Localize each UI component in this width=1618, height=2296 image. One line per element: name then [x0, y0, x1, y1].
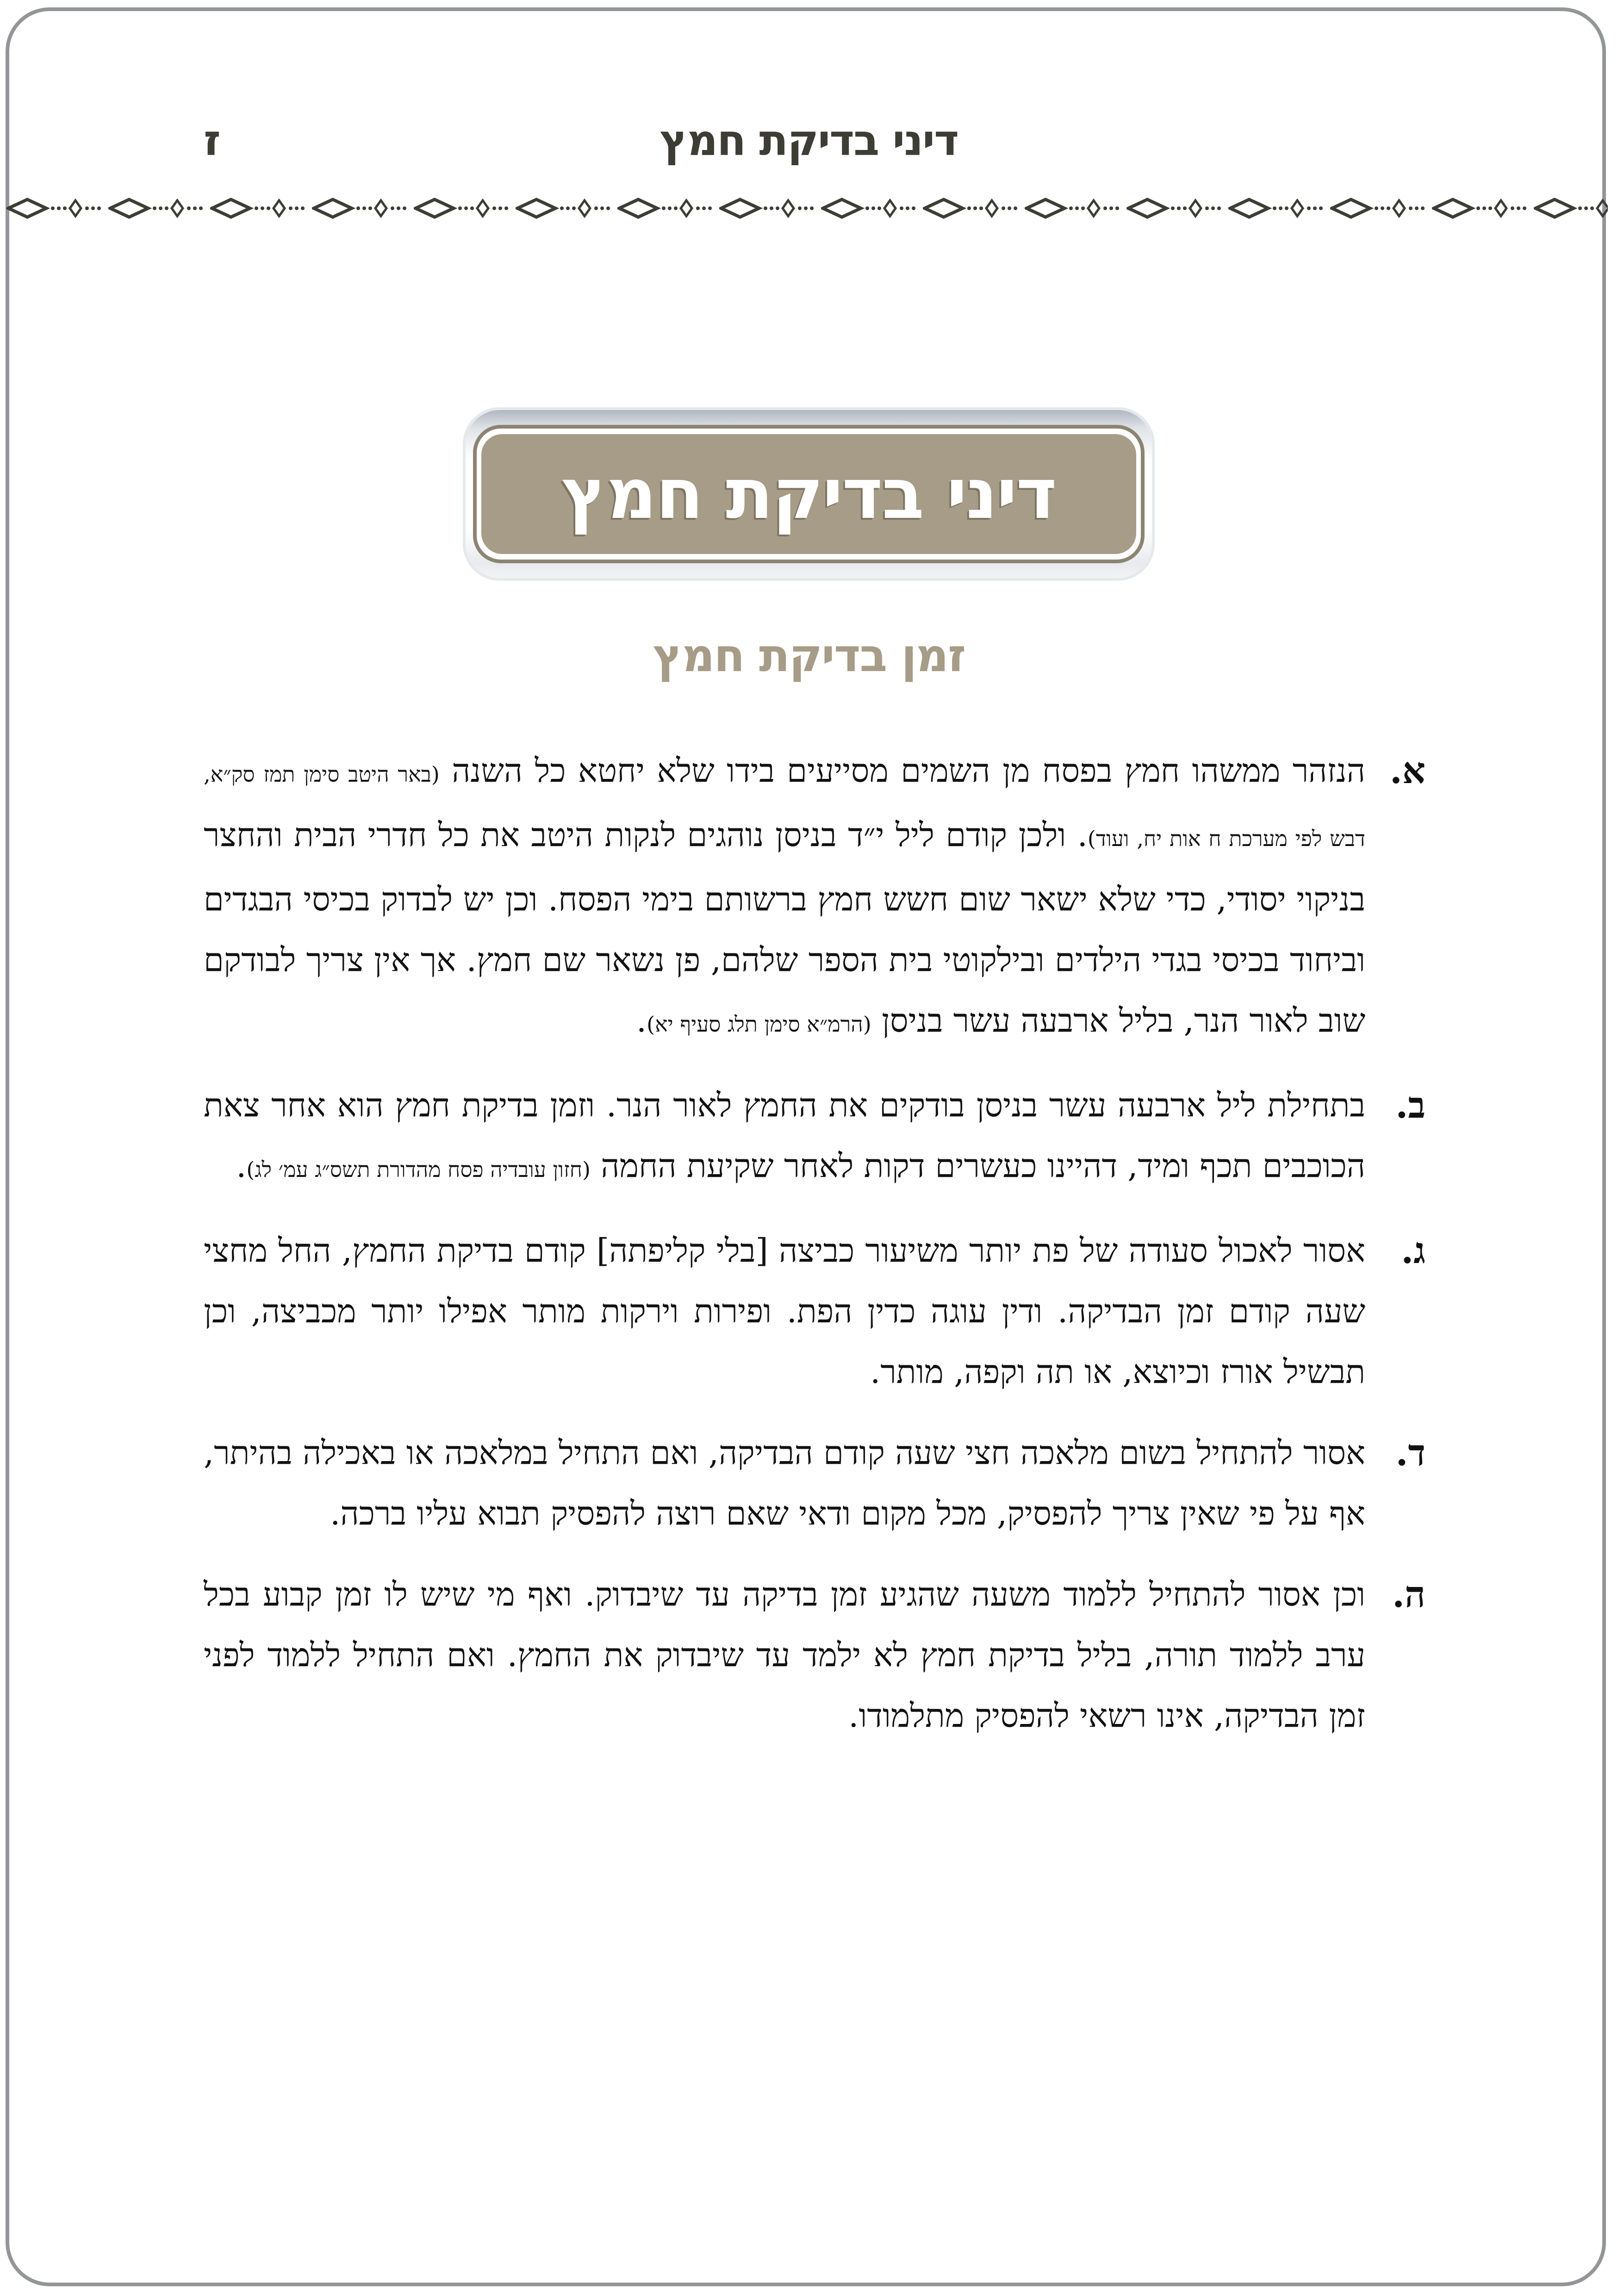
- paragraph-text: אסור להתחיל בשום מלאכה חצי שעה קודם הבדיקה, ואם התחיל במלאכה או באכילה בהיתר, אף על פי שאין צריך להפסיק, מכל מקום ודאי שאם רוצה להפסיק תבוא עליו ברכה.: [204, 1434, 1365, 1532]
- source-citation: (באר היטב סימן תמז סק״א, דבש לפי מערכת ח אות יח, ועוד): [204, 762, 1365, 851]
- paragraph-bet: [204, 1075, 1425, 1200]
- paragraph-text: . ולכן קודם ליל י״ד בניסן נוהגים לנקות היטב את כל חדרי הבית והחצר בניקוי יסודי, כדי שלא ישאר שום חשש חמץ ברשותם בימי הפסח. וכן יש לבדוק בכיסי הבגדים וביחוד בכיסי בגדי הילדים ובילקוטי בית הספר שלהם, פן נשאר שם חמץ. אך אין צריך לבודקם שוב לאור הנר, בליל ארבעה עשר בניסן: [204, 816, 1365, 1039]
- paragraph-dalet: [204, 1423, 1425, 1544]
- running-header: [0, 116, 1618, 171]
- body-text: [204, 740, 1425, 1767]
- chapter-title-border: [473, 425, 1145, 563]
- paragraph-text: אסור לאכול סעודה של פת יותר משיעור כביצה [בלי קליפתה] קודם בדיקת החמץ, החל מחצי שעה קודם זמן הבדיקה. ודין עוגה כדין הפת. ופירות וירקות מותר אפילו יותר מכביצה, וכן תבשיל אורז וכיוצא, או תה וקפה, מותר.: [204, 1232, 1365, 1391]
- page-number: ז: [204, 116, 221, 165]
- paragraph-gimel: [204, 1220, 1425, 1402]
- paragraph-text: וכן אסור להתחיל ללמוד משעה שהגיע זמן בדיקה עד שיבדוק. ואף מי שיש לו זמן קבוע בכל ערב ללמוד תורה, בליל בדיקת חמץ לא ילמד עד שיבדוק את החמץ. ואם התחיל ללמוד לפני זמן הבדיקה, אינו רשאי להפסיק מתלמודו.: [204, 1575, 1365, 1735]
- paragraph-alef: [204, 740, 1425, 1055]
- chapter-title-panel: [481, 434, 1136, 554]
- decorative-diamond-border: [6, 197, 1608, 220]
- paragraph-text: .: [236, 1147, 247, 1185]
- running-title: דיני בדיקת חמץ: [660, 116, 958, 165]
- paragraph-he: [204, 1564, 1425, 1746]
- paragraph-letter: ה.: [1392, 1574, 1425, 1616]
- paragraph-letter: א.: [1389, 750, 1425, 792]
- paragraph-text: בתחילת ליל ארבעה עשר בניסן בודקים את החמץ לאור הנר. וזמן בדיקת חמץ הוא אחר צאת הכוכבים תכף ומיד, דהיינו כעשרים דקות לאחר שקיעת החמה: [204, 1086, 1365, 1185]
- chapter-title-box: [463, 407, 1155, 581]
- paragraph-letter: ב.: [1395, 1084, 1425, 1126]
- paragraph-text: .: [636, 1002, 647, 1039]
- source-citation: (חזון עובדיה פסח מהדורת תשס״ג עמ׳ לג): [246, 1157, 591, 1182]
- paragraph-letter: ג.: [1401, 1230, 1425, 1272]
- paragraph-text: הנזהר ממשהו חמץ בפסח מן השמים מסייעים בידו שלא יחטא כל השנה: [452, 752, 1365, 790]
- source-citation: (הרמ״א סימן תלג סעיף יא): [647, 1012, 871, 1037]
- chapter-title: דיני בדיקת חמץ: [561, 454, 1056, 535]
- paragraph-letter: ד.: [1395, 1432, 1425, 1474]
- section-subtitle: זמן בדיקת חמץ: [653, 629, 965, 682]
